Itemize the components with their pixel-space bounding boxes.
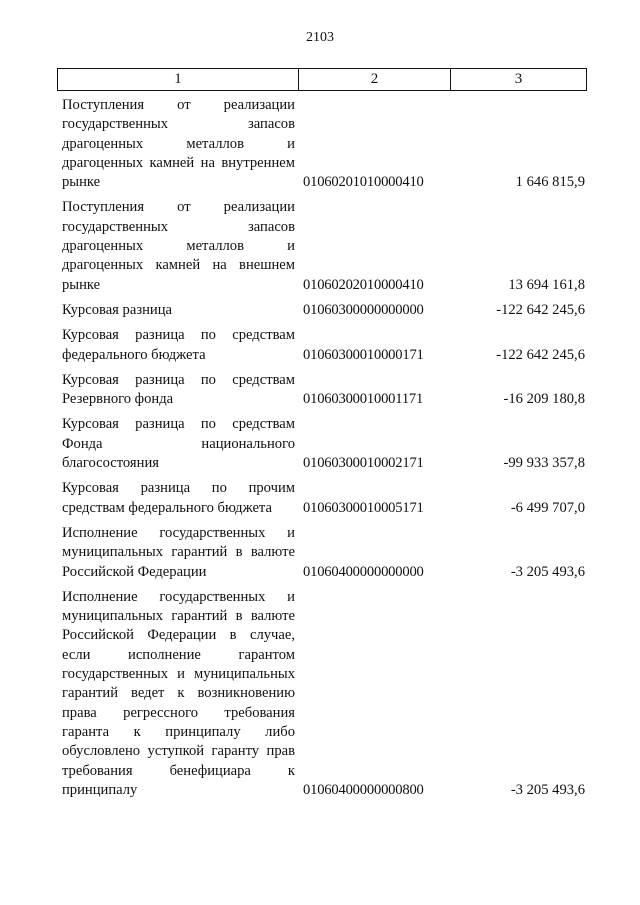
column-header-1: 1 <box>58 69 299 91</box>
row-amount: 13 694 161,8 <box>508 276 585 293</box>
row-code: 01060300000000000 <box>303 301 424 318</box>
table-row <box>62 479 587 518</box>
row-amount: -6 499 707,0 <box>510 499 585 516</box>
table-row <box>62 301 587 320</box>
page-number: 2103 <box>306 30 334 45</box>
row-amount: 1 646 815,9 <box>515 174 585 191</box>
table-row <box>62 326 587 365</box>
column-header-3: 3 <box>451 69 587 91</box>
table-body <box>62 96 587 806</box>
row-amount: -122 642 245,6 <box>496 301 585 318</box>
table-row <box>62 524 587 582</box>
row-name: Исполнение государственных и муниципальных гарантий в валюте Российской Федерации в случае, если исполнение гарантом государственных и муниципальных гарантий ведет к возникновению права регрессного требования гаранта к принципалу либо обусловлено уступкой гаранту прав требования бенефициара к принципалу <box>62 588 295 798</box>
table-row <box>62 415 587 473</box>
row-name: Курсовая разница по средствам Фонда национального благосостояния <box>62 416 295 472</box>
row-code: 01060300010001171 <box>303 391 424 408</box>
row-name: Исполнение государственных и муниципальных гарантий в валюте Российской Федерации <box>62 524 295 580</box>
table-row <box>62 371 587 410</box>
table-row <box>62 588 587 800</box>
table-row <box>62 198 587 294</box>
row-code: 01060201010000410 <box>303 174 424 191</box>
row-code: 01060300010005171 <box>303 499 424 516</box>
row-name: Курсовая разница по средствам федерального бюджета <box>62 327 295 363</box>
row-code: 01060400000000000 <box>303 563 424 580</box>
row-amount: -99 933 357,8 <box>503 455 585 472</box>
row-amount: -16 209 180,8 <box>503 391 585 408</box>
column-header-2: 2 <box>299 69 451 91</box>
row-name: Курсовая разница по средствам Резервного фонда <box>62 371 295 408</box>
row-name: Курсовая разница <box>62 301 172 318</box>
row-amount: -3 205 493,6 <box>510 563 585 580</box>
row-amount: -3 205 493,6 <box>510 781 585 798</box>
row-code: 01060300010000171 <box>303 346 424 363</box>
row-amount: -122 642 245,6 <box>496 346 585 363</box>
table-row <box>62 96 587 192</box>
row-name: Курсовая разница по прочим средствам федерального бюджета <box>62 480 295 516</box>
row-code: 01060300010002171 <box>303 455 424 472</box>
table-header <box>57 68 587 91</box>
row-code: 01060202010000410 <box>303 276 424 293</box>
row-code: 01060400000000800 <box>303 781 424 798</box>
row-name: Поступления от реализации государственных запасов драгоценных металлов и драгоценных камней на внутреннем рынке <box>62 97 295 191</box>
row-name: Поступления от реализации государственных запасов драгоценных металлов и драгоценных камней на внешнем рынке <box>62 199 295 293</box>
